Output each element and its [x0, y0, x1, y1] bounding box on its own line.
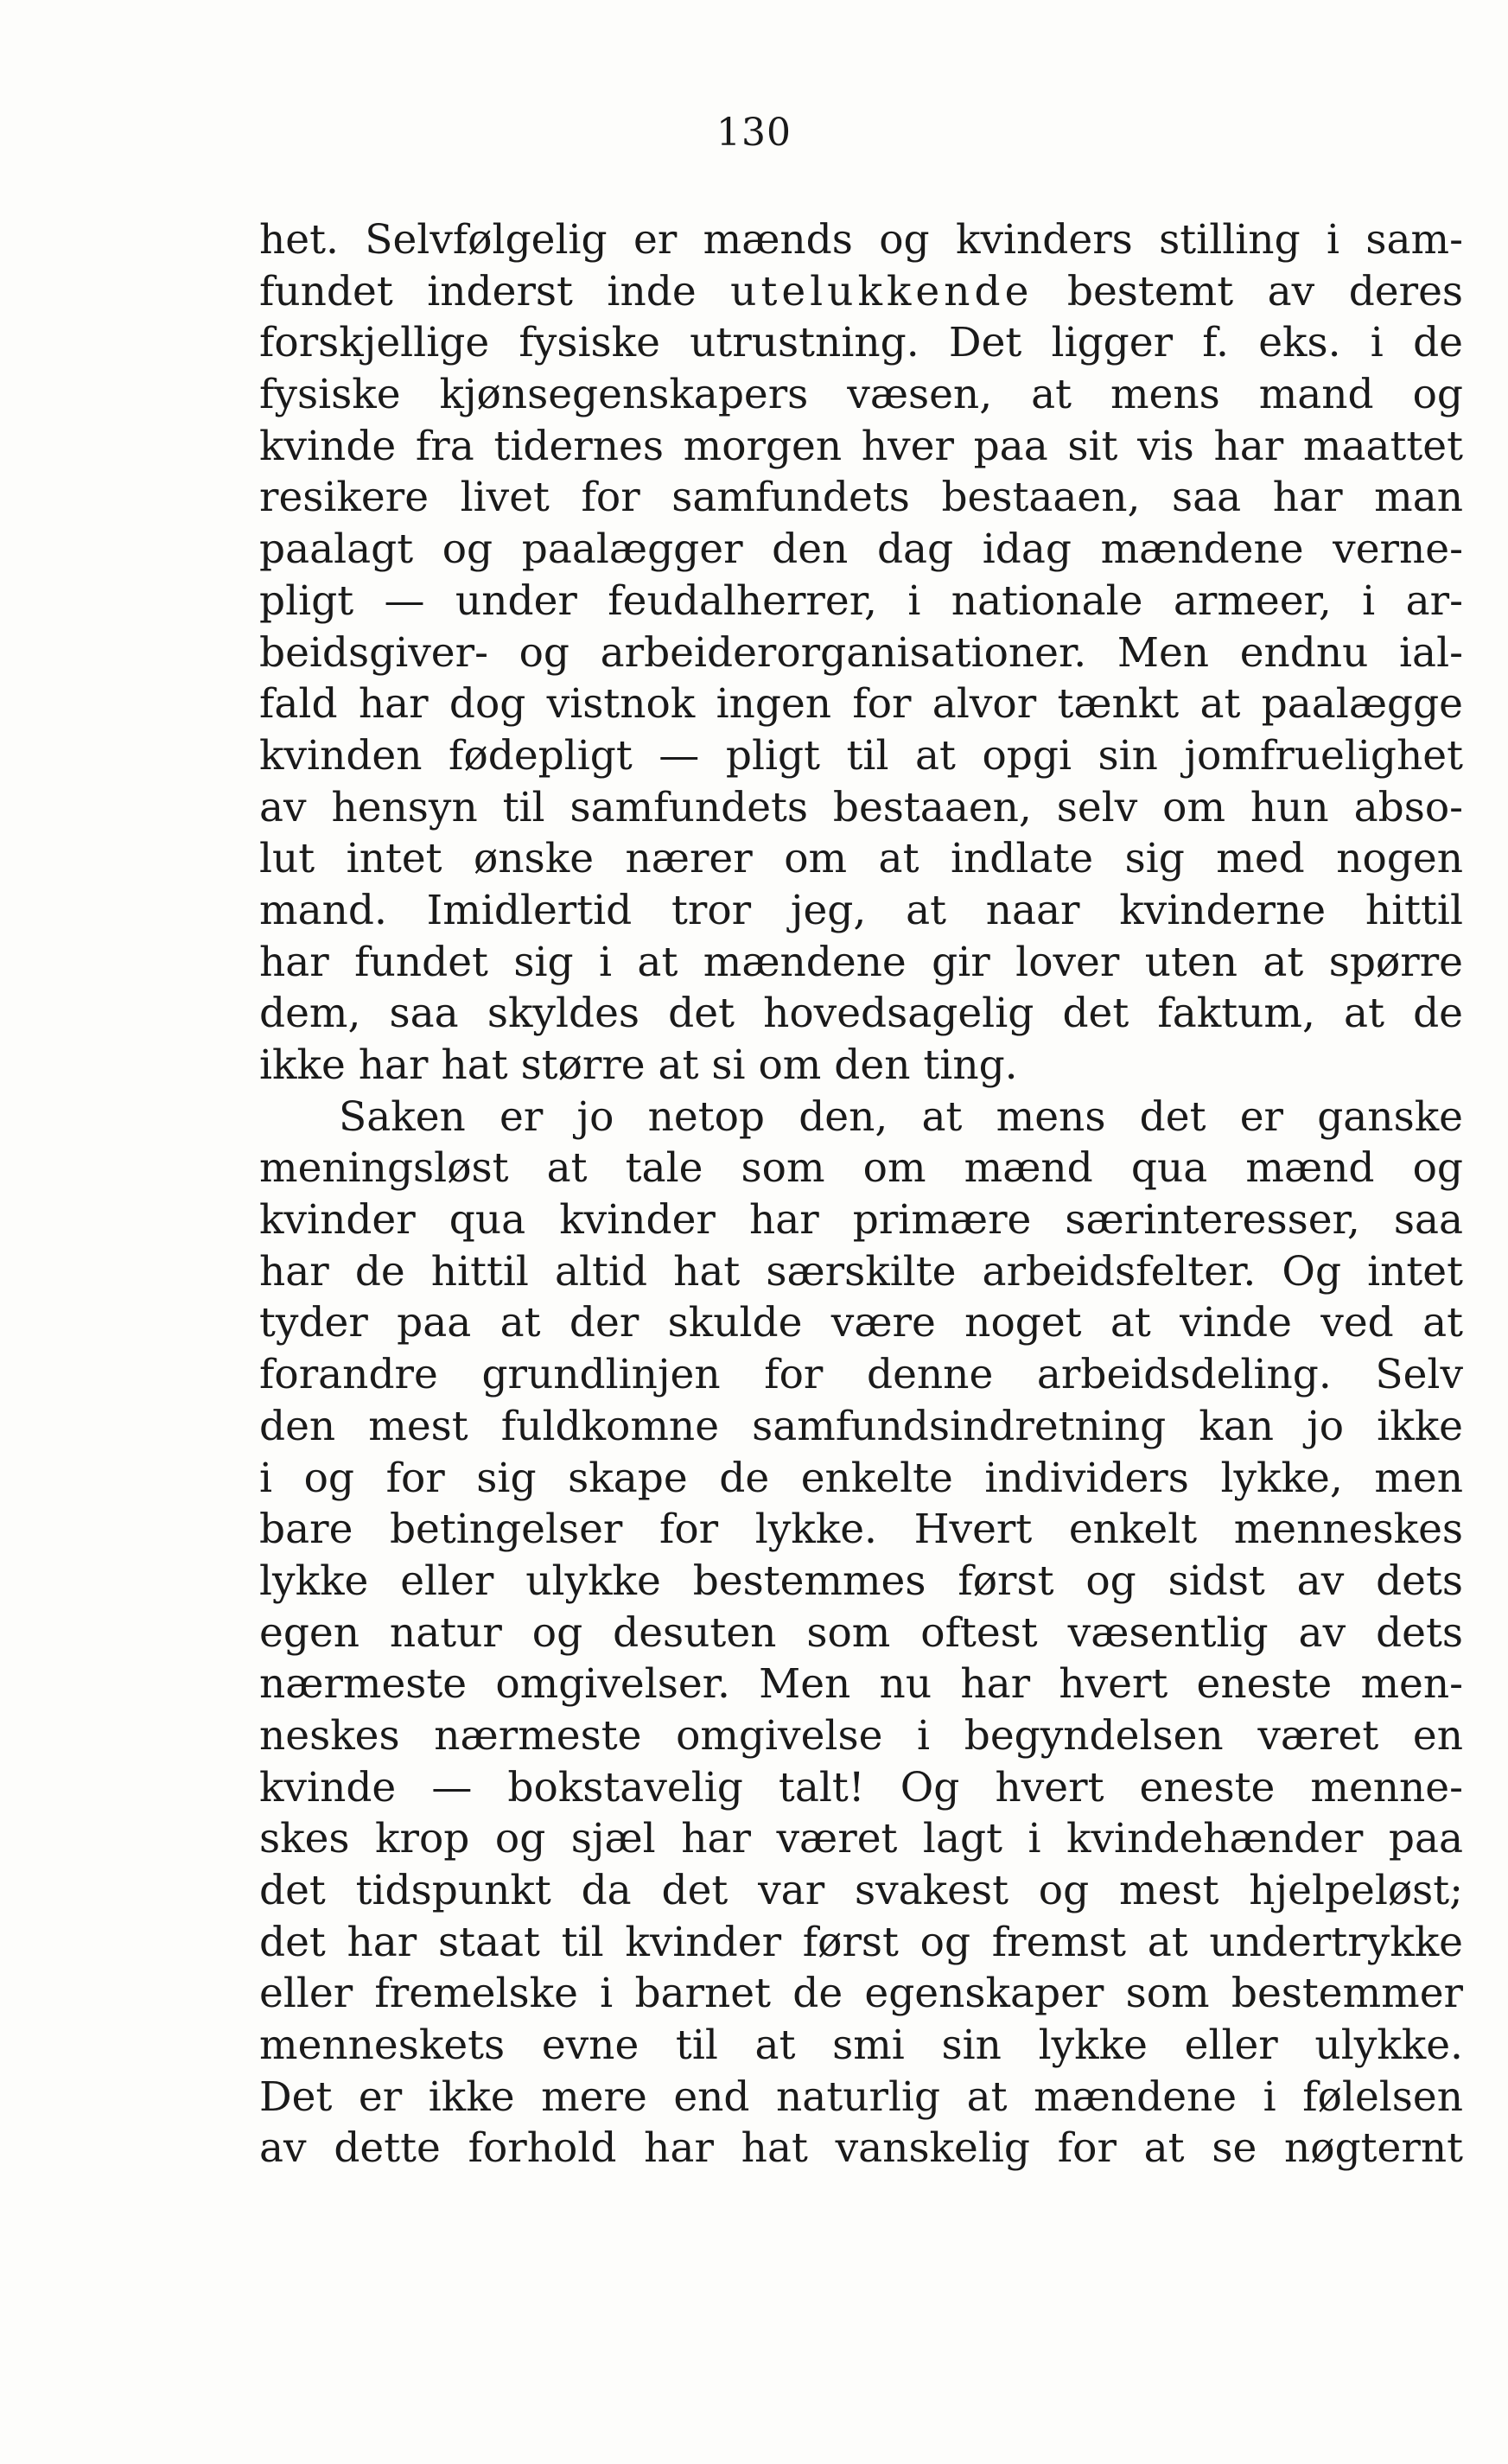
text-line: bare betingelser for lykke. Hvert enkelt menneskes: [259, 1506, 1463, 1554]
text-line: har fundet sig i at mændene gir lover uten at spørre: [259, 938, 1463, 986]
text-line: egen natur og desuten som oftest væsentlig av dets: [259, 1608, 1463, 1657]
text-line: har de hittil altid hat særskilte arbeidsfelter. Og intet: [259, 1247, 1463, 1296]
text-line: Det er ikke mere end naturlig at mændene i følelsen: [259, 2072, 1463, 2121]
text-line: den mest fuldkomne samfundsindretning kan jo ikke: [259, 1402, 1463, 1450]
text-line: kvinde fra tidernes morgen hver paa sit vis har maattet: [259, 422, 1463, 470]
text-line: neskes nærmeste omgivelse i begyndelsen været en: [259, 1711, 1463, 1760]
text-line: forandre grundlinjen for denne arbeidsdeling. Selv: [259, 1351, 1463, 1399]
text-line: fysiske kjønsegenskapers væsen, at mens mand og: [259, 371, 1463, 419]
text-line: beidsgiver- og arbeiderorganisationer. Men endnu ial-: [259, 628, 1463, 677]
text-segment: bestemt av deres: [1033, 267, 1463, 315]
text-line: av dette forhold har hat vanskelig for at se nøgternt: [259, 2124, 1463, 2173]
text-line: fald har dog vistnok ingen for alvor tænkt at paalægge: [259, 680, 1463, 729]
text-line: kvinder qua kvinder har primære særinteresser, saa: [259, 1196, 1463, 1245]
body-text: [259, 214, 1463, 2174]
text-line: det har staat til kvinder først og fremst at undertrykke: [259, 1918, 1463, 1966]
text-line: meningsløst at tale som om mænd qua mænd og: [259, 1144, 1463, 1193]
text-line: nærmeste omgivelser. Men nu har hvert eneste men-: [259, 1660, 1463, 1709]
emphasized-word: utelukkende: [730, 267, 1034, 315]
text-line: skes krop og sjæl har været lagt i kvindehænder paa: [259, 1815, 1463, 1863]
text-line: pligt — under feudalherrer, i nationale armeer, i ar-: [259, 576, 1463, 625]
text-line: resikere livet for samfundets bestaaen, saa har man: [259, 474, 1463, 522]
text-line: tyder paa at der skulde være noget at vinde ved at: [259, 1299, 1463, 1347]
text-line: [259, 266, 1463, 318]
paragraph-start-line: Saken er jo netop den, at mens det er ganske: [339, 1092, 1463, 1141]
text-line: det tidspunkt da det var svakest og mest hjelpeløst;: [259, 1867, 1463, 1914]
text-line: ikke har hat større at si om den ting.: [259, 1041, 1018, 1089]
text-line: kvinden fødepligt — pligt til at opgi sin jomfruelighet: [259, 731, 1463, 780]
page-number: 130: [716, 111, 792, 155]
text-segment: fundet inderst inde: [259, 267, 731, 315]
text-line: lykke eller ulykke bestemmes først og sidst av dets: [259, 1557, 1463, 1605]
text-line: kvinde — bokstavelig talt! Og hvert eneste menne-: [259, 1763, 1463, 1811]
text-line: eller fremelske i barnet de egenskaper som bestemmer: [259, 1970, 1463, 2018]
text-line: paalagt og paalægger den dag idag mændene verne-: [259, 525, 1463, 574]
text-line: dem, saa skyldes det hovedsagelig det faktum, at de: [259, 990, 1463, 1038]
text-line: forskjellige fysiske utrustning. Det ligger f. eks. i de: [259, 319, 1463, 367]
text-line: lut intet ønske nærer om at indlate sig med nogen: [259, 835, 1463, 883]
text-line: i og for sig skape de enkelte individers lykke, men: [259, 1454, 1463, 1502]
text-line: mand. Imidlertid tror jeg, at naar kvinderne hittil: [259, 886, 1463, 934]
text-line: av hensyn til samfundets bestaaen, selv om hun abso-: [259, 783, 1463, 831]
text-line: het. Selvfølgelig er mænds og kvinders stilling i sam-: [259, 216, 1463, 264]
text-line: menneskets evne til at smi sin lykke eller ulykke.: [259, 2021, 1463, 2070]
